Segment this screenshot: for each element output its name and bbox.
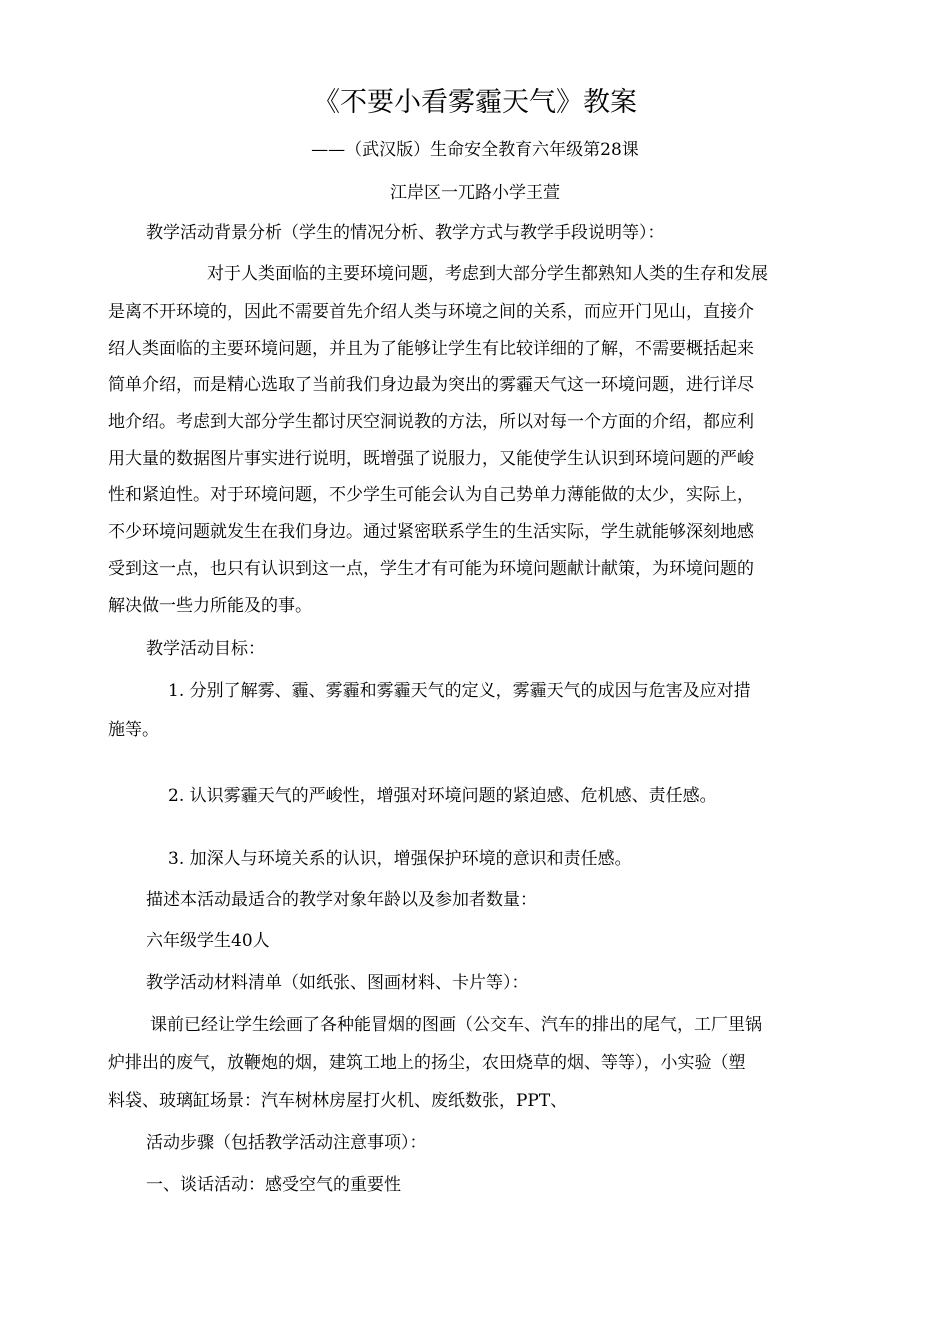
goal-item-1-cont: 施等。 — [108, 720, 159, 740]
background-line: 地介绍。考虑到大部分学生都讨厌空洞说教的方法，所以对每一个方面的介绍，都应利 — [108, 412, 754, 432]
goal-item-1: 1. 分别了解雾、霾、雾霾和雾霾天气的定义，雾霾天气的成因与危害及应对措 — [168, 681, 751, 701]
background-line: 解决做一些力所能及的事。 — [108, 596, 312, 616]
background-heading: 教学活动背景分析（学生的情况分析、教学方式与教学手段说明等）： — [146, 223, 665, 243]
background-line: 不少环境问题就发生在我们身边。通过紧密联系学生的生活实际，学生就能够深刻地感 — [108, 522, 754, 542]
background-line: 性和紧迫性。对于环境问题，不少学生可能会认为自己势单力薄能做的太少，实际上， — [108, 485, 754, 505]
step-1: 一、谈话活动：感受空气的重要性 — [146, 1175, 401, 1195]
materials-line: 炉排出的废气，放鞭炮的烟，建筑工地上的扬尘，农田烧草的烟、等等），小实验（塑 — [108, 1053, 746, 1073]
goals-heading: 教学活动目标： — [146, 639, 265, 659]
steps-heading: 活动步骤（包括教学活动注意事项）： — [146, 1133, 427, 1153]
background-line: 受到这一点，也只有认识到这一点，学生才有可能为环境问题献计献策，为环境问题的 — [108, 559, 754, 579]
background-line: 是离不开环境的，因此不需要首先介绍人类与环境之间的关系，而应开门见山，直接介 — [108, 302, 754, 322]
document-title: 《不要小看雾霾天气》教案 — [313, 87, 637, 118]
document-author: 江岸区一兀路小学王萱 — [390, 183, 560, 203]
goal-item-2: 2. 认识雾霾天气的严峻性，增强对环境问题的紧迫感、危机感、责任感。 — [168, 786, 717, 806]
goal-item-3: 3. 加深人与环境关系的认识，增强保护环境的意识和责任感。 — [168, 849, 632, 869]
background-line: 绍人类面临的主要环境问题，并且为了能够让学生有比较详细的了解，不需要概括起来 — [108, 339, 754, 359]
audience-value: 六年级学生40人 — [146, 931, 270, 951]
materials-line: 课前已经让学生绘画了各种能冒烟的图画（公交车、汽车的排出的尾气，工厂里锅 — [150, 1015, 762, 1035]
background-line: 简单介绍，而是精心选取了当前我们身边最为突出的雾霾天气这一环境问题，进行详尽 — [108, 375, 754, 395]
materials-heading: 教学活动材料清单（如纸张、图画材料、卡片等）： — [146, 973, 529, 993]
document-subtitle: ——（武汉版）生命安全教育六年级第28课 — [311, 140, 639, 160]
materials-line: 料袋、玻璃缸场景：汽车树林房屋打火机、废纸数张，PPT、 — [108, 1091, 568, 1111]
audience-heading: 描述本活动最适合的教学对象年龄以及参加者数量： — [146, 890, 537, 910]
background-line: 对于人类面临的主要环境问题，考虑到大部分学生都熟知人类的生存和发展 — [207, 264, 768, 284]
background-line: 用大量的数据图片事实进行说明，既增强了说服力，又能使学生认识到环境问题的严峻 — [108, 449, 754, 469]
